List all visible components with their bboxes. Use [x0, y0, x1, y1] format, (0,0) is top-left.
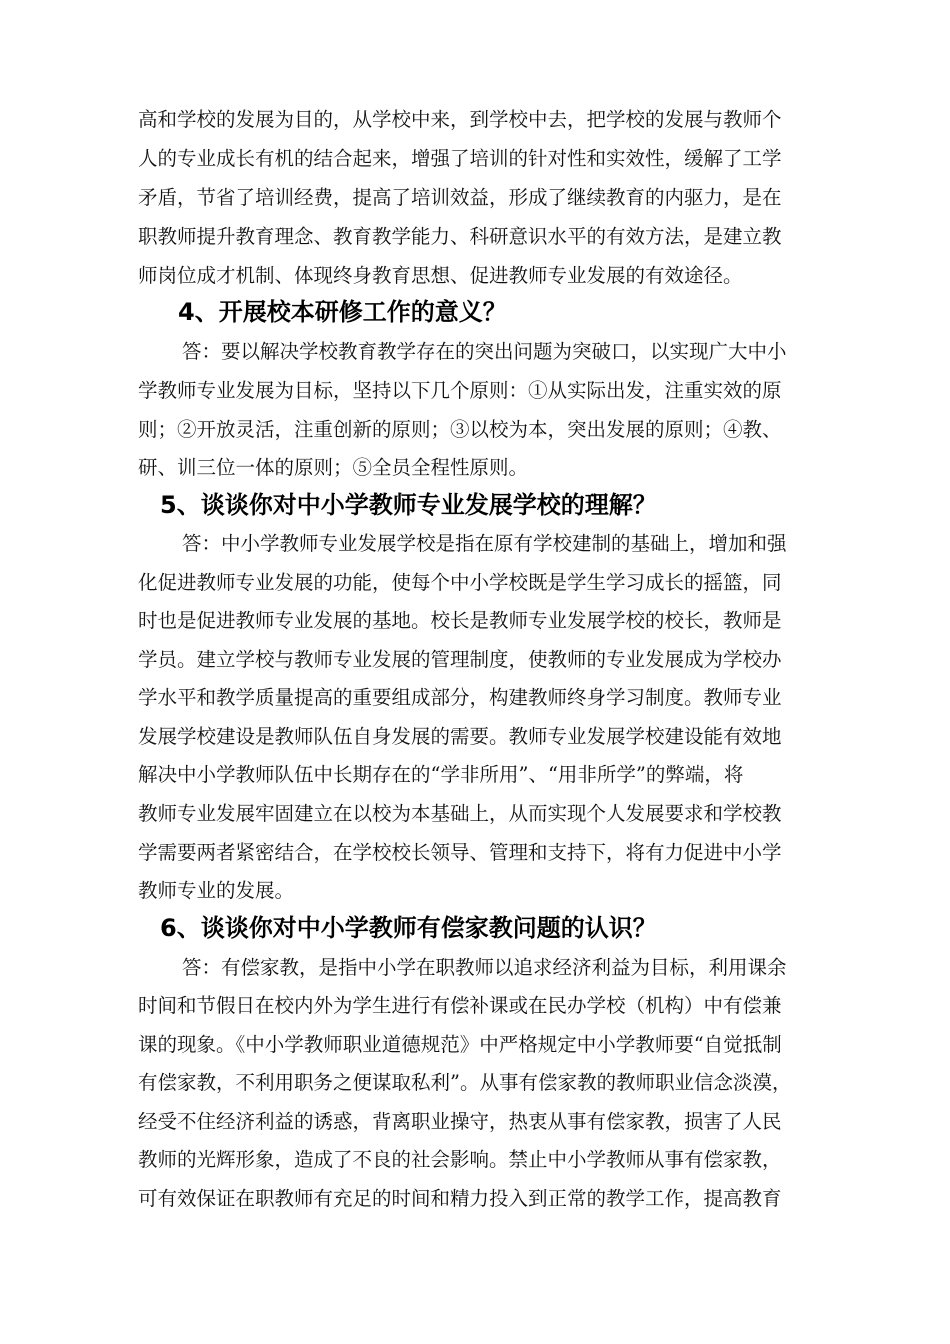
- paragraph-line: 时也是促进教师专业发展的基地。校长是教师专业发展学校的校长，教师是: [138, 609, 782, 632]
- paragraph-line: 教师专业发展牢固建立在以校为本基础上，从而实现个人发展要求和学校教: [138, 802, 782, 825]
- paragraph-line: 教师的光辉形象，造成了不良的社会影响。禁止中小学教师从事有偿家教，: [138, 1148, 782, 1171]
- paragraph-line: 解决中小学教师队伍中长期存在的“学非所用”、“用非所学”的弊端，将: [138, 763, 744, 786]
- section-heading: 4、开展校本研修工作的意义？: [178, 298, 507, 326]
- paragraph-line: 教师专业的发展。: [138, 879, 295, 902]
- section-heading: 6、谈谈你对中小学教师有偿家教问题的认识？: [160, 914, 657, 942]
- paragraph-line: 学员。建立学校与教师专业发展的管理制度，使教师的专业发展成为学校办: [138, 648, 782, 671]
- paragraph-line: 化促进教师专业发展的功能，使每个中小学校既是学生学习成长的摇篮，同: [138, 571, 782, 594]
- paragraph-line: 答：中小学教师专业发展学校是指在原有学校建制的基础上，增加和强: [182, 532, 787, 555]
- paragraph-line: 有偿家教，不利用职务之便谋取私利”。从事有偿家教的教师职业信念淡漠，: [138, 1071, 792, 1094]
- section-heading: 5、谈谈你对中小学教师专业发展学校的理解？: [160, 491, 657, 519]
- paragraph-line: 师岗位成才机制、体现终身教育思想、促进教师专业发展的有效途径。: [138, 264, 743, 287]
- paragraph-line: 发展学校建设是教师队伍自身发展的需要。教师专业发展学校建设能有效地: [138, 725, 782, 748]
- paragraph-line: 高和学校的发展为目的，从学校中来，到学校中去，把学校的发展与教师个: [138, 108, 782, 131]
- paragraph-line: 课的现象。《中小学教师职业道德规范》中严格规定中小学教师要“自觉抵制: [138, 1033, 782, 1056]
- paragraph-line: 则；②开放灵活，注重创新的原则；③以校为本，突出发展的原则；④教、: [138, 418, 782, 441]
- paragraph-line: 经受不住经济利益的诱惑，背离职业操守，热衷从事有偿家教，损害了人民: [138, 1110, 782, 1133]
- paragraph-line: 学教师专业发展为目标，坚持以下几个原则：①从实际出发，注重实效的原: [138, 379, 782, 402]
- paragraph-line: 研、训三位一体的原则；⑤全员全程性原则。: [138, 456, 529, 479]
- paragraph-line: 学需要两者紧密结合，在学校校长领导、管理和支持下，将有力促进中小学: [138, 841, 782, 864]
- paragraph-line: 矛盾，节省了培训经费，提高了培训效益，形成了继续教育的内驱力，是在: [138, 186, 782, 209]
- paragraph-line: 时间和节假日在校内外为学生进行有偿补课或在民办学校（机构）中有偿兼: [138, 994, 782, 1017]
- paragraph-line: 职教师提升教育理念、教育教学能力、科研意识水平的有效方法，是建立教: [138, 225, 782, 248]
- paragraph-line: 可有效保证在职教师有充足的时间和精力投入到正常的教学工作，提高教育: [138, 1187, 782, 1210]
- paragraph-line: 答：有偿家教，是指中小学在职教师以追求经济利益为目标，利用课余: [182, 956, 787, 979]
- paragraph-line: 答：要以解决学校教育教学存在的突出问题为突破口，以实现广大中小: [182, 340, 787, 363]
- paragraph-line: 人的专业成长有机的结合起来，增强了培训的针对性和实效性，缓解了工学: [138, 147, 782, 170]
- paragraph-line: 学水平和教学质量提高的重要组成部分，构建教师终身学习制度。教师专业: [138, 686, 782, 709]
